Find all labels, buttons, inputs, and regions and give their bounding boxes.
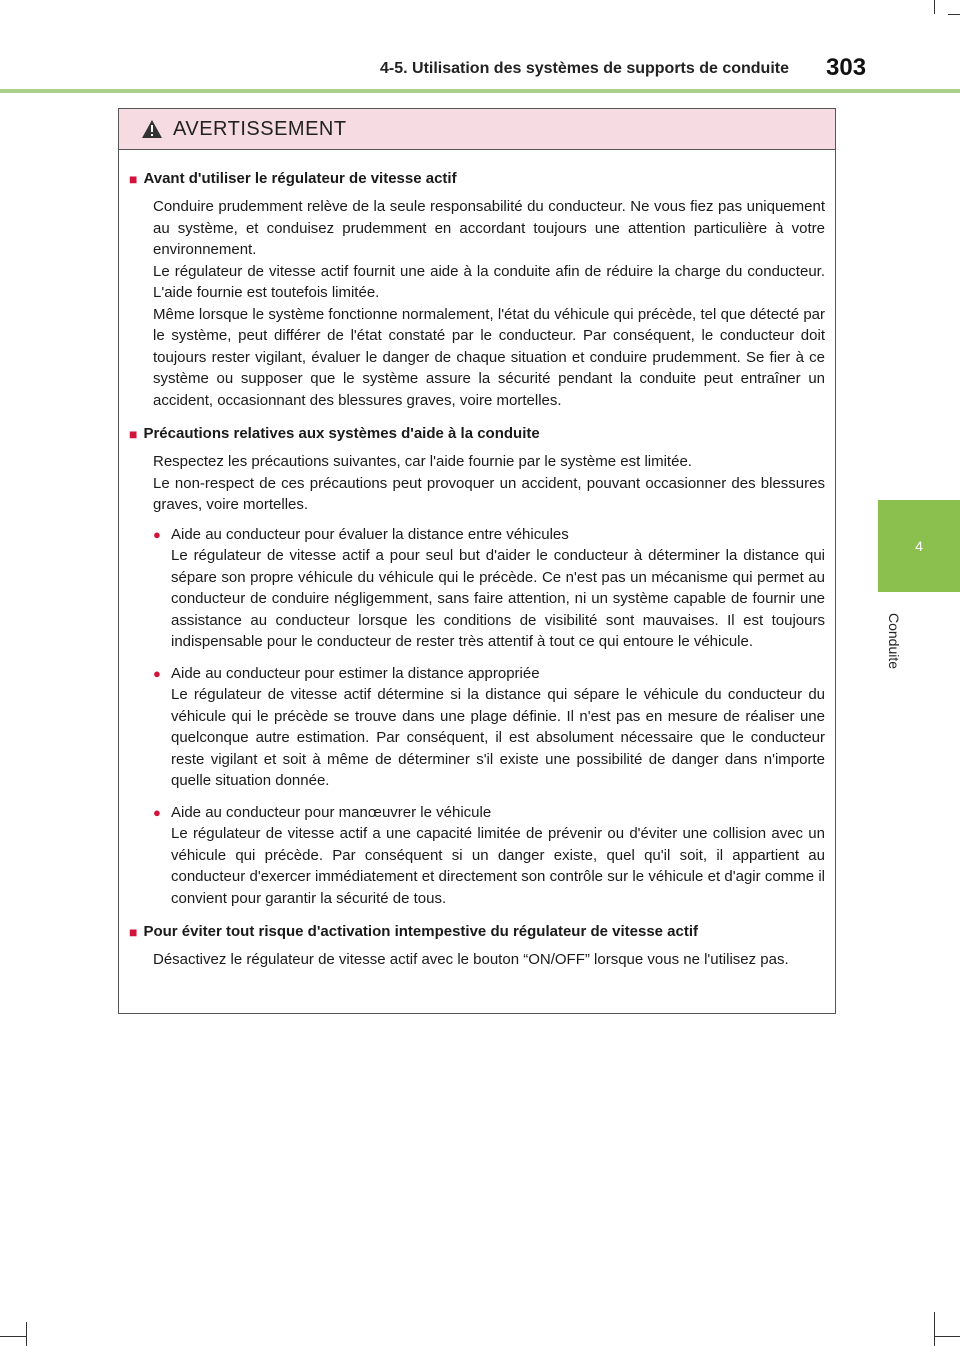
paragraph: Désactivez le régulateur de vitesse actif avec le bouton “ON/OFF” lorsque vous ne l'utilisez pas. [153,951,789,968]
bullet-text: Le régulateur de vitesse actif détermine si la distance qui sépare le véhicule du conducteur du véhicule qui le précède se trouve dans une plage définie. Il n'est pas en mesure de réaliser une quelconque autre estimation. Par conséquent, il est absolument nécessaire que le conducteur reste vigilant et soit à même de déterminer s'il existe une possibilité de danger dans n'importe quelle situation donnée. [171,686,825,789]
crop-mark [26,1322,27,1346]
paragraph: Conduire prudemment relève de la seule responsabilité du conducteur. Ne vous fiez pas uniquement au système, et conduisez prudemment en accordant toujours une attention particulière à votre environnement. [153,198,825,258]
list-item [153,663,825,792]
square-bullet-icon: ■ [129,426,138,442]
warning-box [118,108,836,1014]
section-heading: ■ Avant d'utiliser le régulateur de vitesse actif [129,170,457,187]
round-bullet-icon: ● [153,665,161,681]
section-3 [129,923,825,971]
bullet-text: Le régulateur de vitesse actif a une capacité limitée de prévenir ou d'éviter une collision avec un véhicule qui précède. Par conséquent si un danger existe, quel qu'il soit, il appartient au conducteur d'exercer immédiatement et directement son contrôle sur le véhicule et d'agir comme il convient pour garantir la sécurité de tous. [171,825,825,907]
crop-mark [934,1336,960,1337]
section-title: 4-5. Utilisation des systèmes de supports de conduite [380,60,789,77]
bullet-title: Aide au conducteur pour estimer la distance appropriée [171,664,540,682]
round-bullet-icon: ● [153,804,161,820]
section-2 [129,425,825,909]
list-item [153,802,825,910]
paragraph: Respectez les précautions suivantes, car l'aide fournie par le système est limitée. [153,453,692,470]
section-heading: ■ Précautions relatives aux systèmes d'aide à la conduite [129,425,540,442]
crop-mark [0,1336,26,1337]
square-bullet-icon: ■ [129,924,138,940]
paragraph: Le non-respect de ces précautions peut provoquer un accident, pouvant occasionner des blessures graves, voire mortelles. [153,474,825,513]
list-item [153,524,825,653]
section-heading: ■ Pour éviter tout risque d'activation intempestive du régulateur de vitesse actif [129,923,699,940]
round-bullet-icon: ● [153,526,161,542]
warning-title: AVERTISSEMENT [173,117,347,140]
paragraph: Le régulateur de vitesse actif fournit une aide à la conduite afin de réduire la charge du conducteur. L'aide fournie est toutefois limitée. [153,262,825,301]
square-bullet-icon: ■ [129,171,138,187]
chapter-label: Conduite [886,612,902,670]
warning-triangle-icon [141,119,163,139]
bullet-text: Le régulateur de vitesse actif a pour seul but d'aider le conducteur à déterminer la distance qui sépare son propre véhicule du véhicule qui le précède. Ce n'est pas un mécanisme qui permet au conducteur de conduire négligemment, sans faire attention, ni un système capable de fournir une assistance au conducteur lorsque les conditions de visibilité sont mauvaises. Il est toujours indispensable pour le conducteur de rester très attentif à tout ce qui entoure le véhicule. [171,547,825,650]
page-number: 303 [826,54,867,81]
paragraph: Même lorsque le système fonctionne normalement, l'état du véhicule qui précède, tel que détecté par le système, peut différer de l'état constaté par le conducteur. Par conséquent, le conducteur doit toujours rester vigilant, évaluer le danger de chaque situation et conduire prudemment. Se fier à ce système ou supposer que le système assure la sécurité pendant la conduite peut entraîner un accident, occasionnant des blessures graves, voire mortelles. [153,305,825,409]
warning-content [119,150,835,971]
crop-mark [948,14,960,15]
chapter-tab[interactable]: 4 [878,500,960,592]
bullet-title: Aide au conducteur pour évaluer la distance entre véhicules [171,525,569,543]
header-rule [0,89,960,93]
section-1 [129,170,825,411]
warning-header [119,109,835,150]
bullet-title: Aide au conducteur pour manœuvrer le véhicule [171,803,492,821]
crop-mark [934,0,935,14]
crop-mark [934,1312,935,1346]
